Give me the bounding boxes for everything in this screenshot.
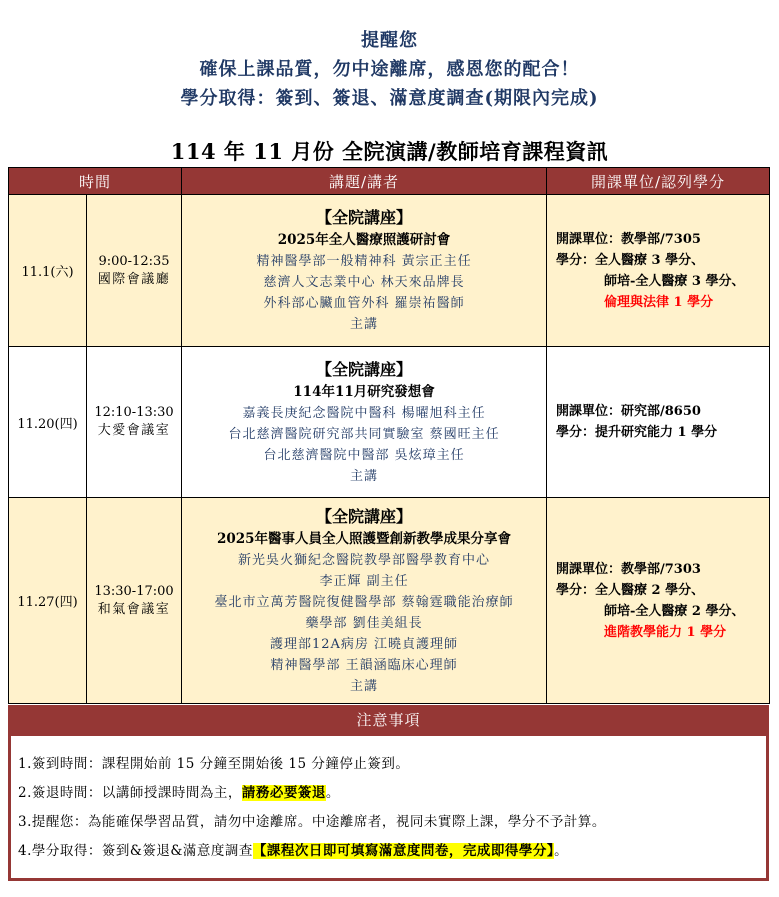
reminder-title: 提醒您 (361, 30, 418, 51)
credit-label: 學分： (556, 425, 596, 440)
notes-box (8, 705, 769, 881)
speaker: 新光吳火獅紀念醫院教學部醫學教育中心 (238, 552, 491, 568)
topic-cell (182, 347, 547, 498)
unit-credit-cell (547, 347, 770, 498)
topic-cell (182, 498, 547, 704)
table-row (9, 498, 770, 704)
speaker: 精神醫學部 王韻涵臨床心理師 (270, 657, 458, 673)
speaker: 慈濟人文志業中心 林天來品牌長 (263, 275, 465, 290)
table-row (9, 195, 770, 347)
note-text: 3.提醒您：為能確保學習品質，請勿中途離席。中途離席者，視同未實際上課，學分不予計算。 (18, 814, 606, 830)
speaker: 臺北市立萬芳醫院復健醫學部 蔡翰霆職能治療師 (214, 594, 514, 610)
organizing-unit: 開課單位：教學部/7305 (556, 231, 701, 247)
header-time: 時間 (9, 168, 182, 195)
document-title: 114 年 11 月份 全院演講/教師培育課程資訊 (170, 139, 609, 164)
note-text: 4.學分取得：簽到&簽退&滿意度調查 (18, 843, 253, 859)
note-item (18, 808, 766, 837)
date-cell: 11.20(四) (9, 347, 87, 498)
table-row (9, 347, 770, 498)
time-place-cell (87, 347, 182, 498)
note-suffix: 。 (554, 843, 569, 859)
speaker-role: 主講 (350, 678, 379, 694)
note-text: 2.簽退時間：以講師授課時間為主， (18, 785, 242, 801)
credit-item: 師培-全人醫療 3 學分、 (604, 273, 745, 289)
time: 9:00-12:35 (98, 253, 170, 269)
unit-credit-cell (547, 498, 770, 704)
reminder-line-2: 學分取得：簽到、簽退、滿意度調查(期限內完成) (180, 88, 599, 109)
reminder-banner (0, 26, 779, 113)
speaker: 外科部心臟血管外科 羅崇祐醫師 (263, 296, 465, 311)
table-header-row (9, 168, 770, 195)
organizing-unit: 開課單位：研究部/8650 (556, 404, 701, 419)
note-item (18, 837, 766, 866)
credit-line (556, 422, 769, 443)
note-suffix: 。 (325, 785, 340, 801)
category-label: 【全院講座】 (316, 359, 413, 379)
topic-cell (182, 195, 547, 347)
note-highlight: 請務必要簽退 (241, 785, 326, 801)
venue: 國際會議廳 (97, 271, 171, 287)
note-highlight: 【課程次日即可填寫滿意度問卷，完成即得學分】 (252, 843, 555, 859)
credit-item: 全人醫療 2 學分、 (595, 582, 705, 598)
credit-highlight: 倫理與法律 1 學分 (604, 294, 714, 310)
organizing-unit: 開課單位：教學部/7303 (556, 561, 701, 577)
credit-label: 學分： (556, 252, 596, 268)
category-label: 【全院講座】 (316, 506, 413, 526)
credit-item: 全人醫療 3 學分、 (595, 252, 705, 268)
note-item (18, 779, 766, 808)
lecture-title: 114年11月研究發想會 (293, 383, 435, 400)
speaker: 台北慈濟醫院中醫部 吳炫璋主任 (263, 447, 465, 463)
header-topic-speaker: 講題/講者 (182, 168, 547, 195)
credit-item: 師培-全人醫療 2 學分、 (604, 603, 745, 619)
credit-line (556, 580, 769, 601)
speaker-role: 主講 (350, 468, 379, 484)
credit-label: 學分： (556, 582, 596, 598)
credit-highlight: 進階教學能力 1 學分 (604, 624, 727, 640)
lecture-title: 2025年醫事人員全人照護暨創新教學成果分享會 (216, 530, 512, 547)
date-cell: 11.27(四) (9, 498, 87, 704)
time: 13:30-17:00 (94, 583, 174, 599)
header-unit-credit: 開課單位/認列學分 (547, 168, 770, 195)
unit-credit-cell (547, 195, 770, 347)
venue: 大愛會議室 (97, 423, 171, 438)
notes-header: 注意事項 (11, 705, 766, 736)
speaker: 藥學部 劉佳美組長 (305, 615, 423, 631)
venue: 和氣會議室 (97, 601, 171, 617)
time: 12:10-13:30 (94, 405, 174, 420)
credit-item: 提升研究能力 1 學分 (595, 425, 718, 440)
time-place-cell (87, 498, 182, 704)
speaker: 嘉義長庚紀念醫院中醫科 楊曜旭科主任 (242, 405, 486, 421)
notes-list (11, 736, 766, 866)
note-text: 1.簽到時間：課程開始前 15 分鐘至開始後 15 分鐘停止簽到。 (18, 756, 410, 772)
reminder-line-1: 確保上課品質，勿中途離席，感恩您的配合！ (199, 59, 580, 80)
date-cell: 11.1(六) (9, 195, 87, 347)
time-place-cell (87, 195, 182, 347)
speaker: 精神醫學部一般精神科 黃宗正主任 (256, 254, 472, 269)
note-item (18, 750, 766, 779)
credit-line (556, 250, 769, 271)
speaker: 護理部12A病房 江曉貞護理師 (269, 636, 459, 652)
lecture-title: 2025年全人醫療照護研討會 (277, 232, 451, 248)
category-label: 【全院講座】 (316, 208, 413, 227)
course-schedule-table (8, 167, 770, 704)
speaker-role: 主講 (350, 317, 379, 332)
speaker: 台北慈濟醫院研究部共同實驗室 蔡國旺主任 (228, 426, 500, 442)
speaker: 李正輝 副主任 (319, 573, 409, 589)
